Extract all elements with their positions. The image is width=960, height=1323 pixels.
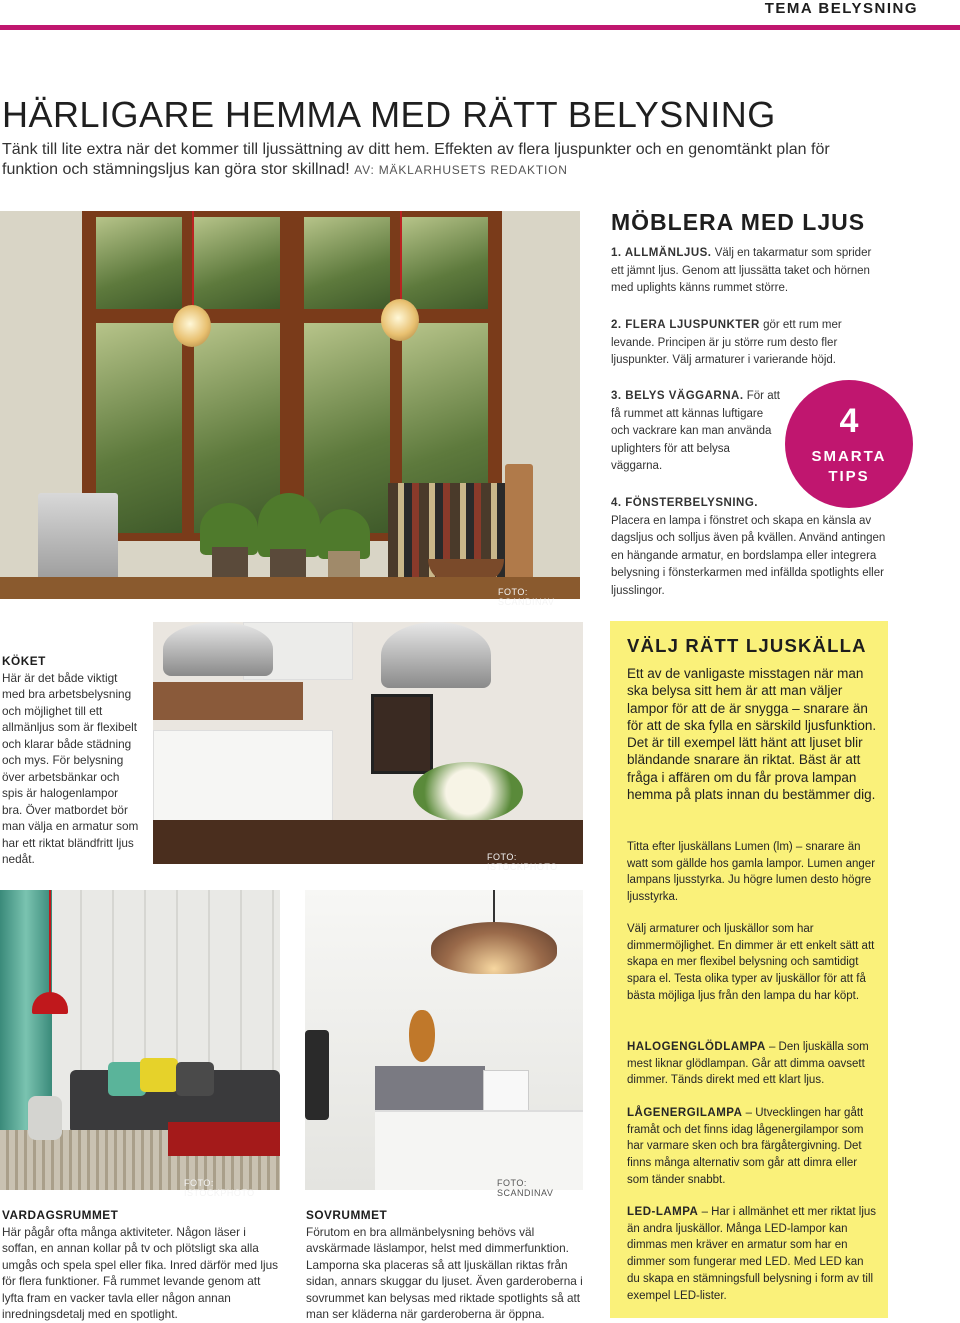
tip-label: 2. FLERA LJUSPUNKTER	[611, 319, 760, 331]
guitar	[409, 1010, 435, 1062]
stool	[28, 1096, 62, 1140]
caption-text: Här är det både viktigt med bra arbetsbelysning och möjlighet till ett allmänljus som är flexibelt och klarar både städning och mys. För belysning över arbetsbänkar och spis är halogenlampor bra. Över matbordet bör man välja en armatur som har ett riktat bländfritt ljus nedåt.	[2, 670, 139, 866]
tip-text: Välj en takarmatur som sprider ett jämnt ljus. Genom att ljussätta taket och hörnen med uplights känns rummet större.	[611, 247, 872, 295]
caption-title: VARDAGSRUMMET	[2, 1208, 119, 1222]
moblera-heading: MÖBLERA MED LJUS	[611, 209, 866, 235]
pendant-bulb-right	[381, 299, 419, 341]
badge-label: SMARTA TIPS	[811, 448, 887, 485]
intro-text: Tänk till lite extra när det kommer till ljussättning av ditt hem. Effekten av flera ljuspunkter och en genomtänkt plan för funktion och stämningsljus kan göra stor skillnad!	[2, 141, 830, 178]
byline: AV: MÄKLARHUSETS REDAKTION	[354, 163, 568, 177]
tip-1	[611, 245, 879, 298]
tip-2	[611, 317, 879, 370]
caption-text: Förutom en bra allmänbelysning behövs väl avskärmade läslampor, helst med dimmerfunktion. Lamporna ska placeras så att ljuskällan riktas från sidan, annars skuggar du ljuset. Även garderoberna i sovrummet kan belysas med riktade spotlights så att man ser kläderna när garderoberna är öppna.	[306, 1224, 583, 1321]
photo-credit: FOTO: ISTOCKPHOTO	[184, 1178, 255, 1198]
tip-label: 1. ALLMÄNLJUS.	[611, 247, 712, 259]
lamp-type-text: – Den ljuskälla som mest liknar glödlampan. Går att dimma oavsett dimmer. Tänds direkt med ett klart ljus.	[627, 1041, 869, 1087]
tip-label: 4. FÖNSTERBELYSNING.	[611, 497, 758, 509]
ljuskalla-halogen	[627, 1039, 877, 1089]
caption-text: Här pågår ofta många aktiviteter. Någon läser i soffan, en annan kollar på tv och plötsligt ska alla umgås och spela spel eller fika. Inred därför med ljus för flera funktioner. Få rummet levande genom att lyfta fram en vacker tavla eller någon annan inredningsdetalj med en spotlight.	[2, 1224, 279, 1321]
lamp-type-text: – Utvecklingen har gått framåt och det finns idag lågenergilampor som har varmare sken och bra färgåtergivning. Det finns många alternativ som går att dimra eller som tänder snabbt.	[627, 1107, 864, 1186]
ljuskalla-lead: Ett av de vanligaste misstagen när man ska belysa sitt hem är att man väljer lampor för att de är snygga – snarare än för att de ska fylla en särskild ljusfunktion. Det är till exempel lätt hänt att ljuset blir bländande snarare än riktat. Bäst är att fråga i affären om du får prova lampan hemma på plats innan du bestämmer dig.	[627, 666, 877, 803]
pendant-lamp	[163, 622, 273, 676]
article-title: HÄRLIGARE HEMMA MED RÄTT BELYSNING	[2, 94, 776, 135]
coat	[305, 1030, 329, 1120]
ljuskalla-paragraph: Titta efter ljuskällans Lumen (lm) – snarare än watt som gällde hos gamla lampor. Lumen anger lampans ljusstyrka. Ju högre lumen desto högre ljusstyrka.	[627, 841, 876, 904]
ljuskalla-led	[627, 1204, 877, 1304]
plant	[258, 493, 320, 557]
caption-vardagsrummet	[2, 1207, 284, 1323]
coffee-table	[168, 1122, 280, 1156]
ljuskalla-paragraph: Välj armaturer och ljuskällor som har dimmermöjlighet. En dimmer är ett enkelt sätt att skapa en mer flexibel belysning och samtidigt spara el. Testa olika typer av ljuskällor för att få bästa möjliga ljus från den lampa du har köpt.	[627, 923, 875, 1002]
lamp-type-label: LÅGENERGILAMPA	[627, 1107, 743, 1119]
caption-title: SOVRUMMET	[306, 1208, 388, 1222]
badge-number: 4	[839, 402, 859, 440]
caption-title: KÖKET	[2, 654, 46, 668]
tip-label: 3. BELYS VÄGGARNA.	[611, 390, 744, 402]
tip-text: För att få rummet att kännas luftigare och vackrare kan man använda uplighters för att belysa väggarna.	[611, 390, 780, 473]
caption-sovrummet	[306, 1207, 588, 1323]
tip-4	[611, 495, 886, 601]
pendant-lamp	[431, 922, 557, 974]
photo-credit: FOTO: ISTOCKPHOTO	[487, 852, 558, 872]
lamp-type-label: HALOGENGLÖDLAMPA	[627, 1041, 766, 1053]
article-intro	[2, 140, 832, 180]
tips-badge	[785, 380, 913, 508]
lamp-type-label: LED-LAMPA	[627, 1206, 699, 1218]
section-label: TEMA BELYSNING	[764, 0, 918, 17]
flower-bouquet	[413, 762, 523, 822]
kitchen-photo	[153, 622, 583, 872]
photo-credit: FOTO: SCANDINAV	[498, 587, 555, 607]
bedroom-photo	[305, 890, 583, 1198]
kitchen-window-photo	[0, 211, 580, 607]
cutting-board	[505, 464, 533, 586]
pendant-bulb-left	[173, 305, 211, 347]
pendant-lamp	[381, 622, 491, 688]
tip-3	[611, 388, 783, 476]
wall-art	[371, 694, 433, 774]
ljuskalla-lagenergi	[627, 1105, 877, 1189]
living-room-photo	[0, 890, 280, 1198]
header-accent-line	[0, 25, 960, 30]
ljuskalla-heading: VÄLJ RÄTT LJUSKÄLLA	[627, 635, 867, 656]
dresser	[483, 1070, 529, 1112]
tip-text: Placera en lampa i fönstret och skapa en känsla av dagsljus och solljus även på kvällen. Använd antingen en hängande armatur, en bordslampa eller integrera belysning i fönsterkarmen med infällda spotlights eller ljusslingor.	[611, 514, 886, 597]
lamp-type-text: – Har i allmänhet ett mer riktat ljus än andra ljuskällor. Många LED-lampor kan dimmas men kräver en armatur som har en dimmer som fungerar med LED. Med LED kan du skapa en stämningsfull belysning i form av till exempel LED-lister.	[627, 1206, 877, 1302]
caption-koket	[2, 653, 140, 868]
tip-text: gör ett rum mer levande. Principen är ju större rum desto fler ljuspunkter. Välj armaturer i varierande höjd.	[611, 319, 842, 367]
coffee-machine	[38, 493, 118, 585]
photo-credit: FOTO: SCANDINAV	[497, 1178, 554, 1198]
ljuskalla-box	[610, 621, 888, 1318]
